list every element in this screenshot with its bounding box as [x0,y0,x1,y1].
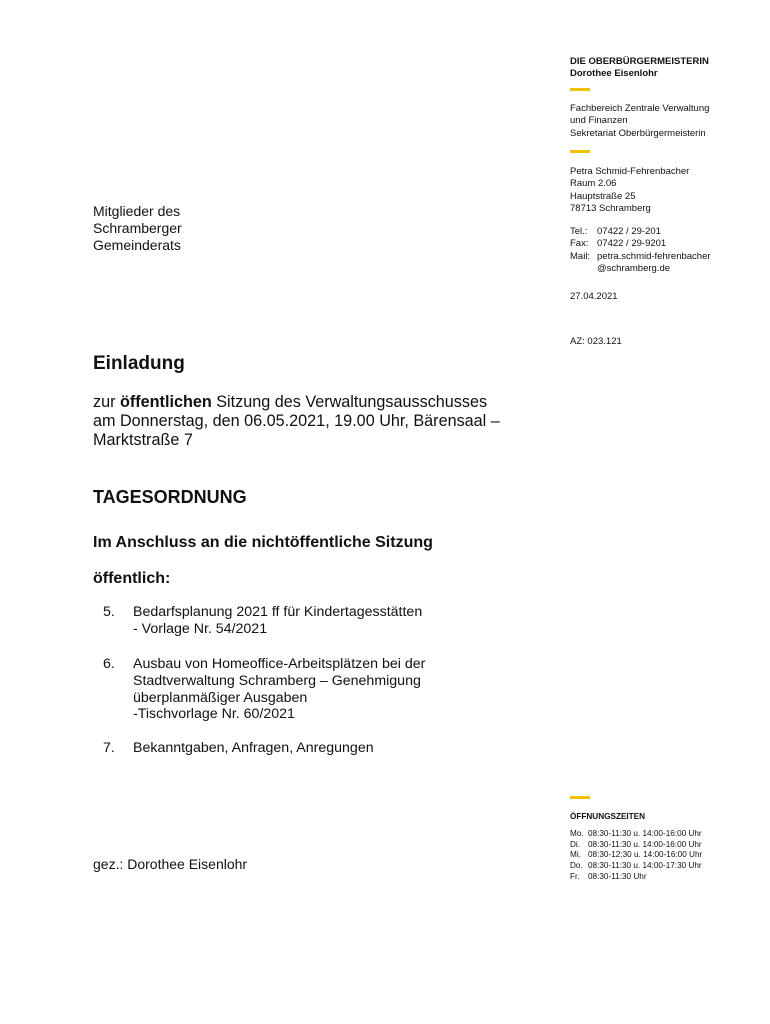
invitation-line-2: am Donnerstag, den 06.05.2021, 19.00 Uhr, Bärensaal – [93,412,500,430]
opening-hours-row [570,850,702,861]
agenda-item-line: - Vorlage Nr. 54/2021 [133,620,268,637]
opening-hours-row [570,872,702,883]
opening-hours-day: Di. [570,839,581,849]
invitation-line-1 [93,393,573,412]
agenda-subheading: Im Anschluss an die nichtöffentliche Sitzung [93,534,433,551]
sender-block [570,56,709,81]
department-line: Fachbereich Zentrale Verwaltung [570,103,710,114]
agenda-item-line: -Tischvorlage Nr. 60/2021 [133,706,295,723]
document-title: Einladung [93,353,185,374]
accent-bar [570,150,590,153]
contact-city: 78713 Schramberg [570,202,651,214]
contact-name: Petra Schmid-Fehrenbacher [570,166,690,177]
recipient-line: Mitglieder des [93,203,181,219]
accent-bar [570,796,590,799]
opening-hours-day: Mi. [570,850,581,860]
invitation-rest: Sitzung des Verwaltungsausschusses [216,393,488,411]
section-label: öffentlich: [93,570,171,587]
agenda-item-line: Bedarfsplanung 2021 ff für Kindertagesstätten [133,604,423,620]
accent-bar [570,88,590,91]
contact-room: Raum 2.06 [570,178,617,190]
invitation-text [93,393,573,450]
opening-hours-title: ÖFFNUNGSZEITEN [570,812,646,821]
department-line: und Finanzen [570,115,628,127]
opening-hours-day: Do. [570,861,583,871]
opening-hours [570,812,702,883]
agenda-item-number: 5. [103,604,115,620]
signature-line: gez.: Dorothee Eisenlohr [93,856,248,872]
agenda-item [103,740,374,757]
fax-label: Fax: [570,238,589,250]
opening-hours-row [570,861,702,872]
agenda-item-number: 6. [103,656,115,672]
fax-value: 07422 / 29-9201 [597,238,667,250]
contact-street: Hauptstraße 25 [570,190,636,202]
agenda-item-line: Ausbau von Homeoffice-Arbeitsplätzen bei der [133,656,426,672]
contact-block [570,166,689,215]
invitation-emphasis: öffentlichen [120,393,212,411]
agenda-item-text [133,740,374,757]
contact-numbers [570,226,711,275]
agenda-item-line: Stadtverwaltung Schramberg – Genehmigung [133,672,421,689]
opening-hours-time: 08:30-11:30 u. 14:00-17:30 Uhr [588,861,702,871]
recipient-line: Gemeinderats [93,237,181,253]
mail-row-continued [570,263,711,275]
recipient-address [93,203,182,254]
agenda-item [103,604,422,638]
reference-number: AZ: 023.121 [570,336,622,347]
agenda-heading: TAGESORDNUNG [93,487,247,507]
agenda-item-line: Bekanntgaben, Anfragen, Anregungen [133,740,374,756]
opening-hours-row [570,829,702,840]
tel-row [570,226,711,238]
department-block [570,103,709,140]
office-title: DIE OBERBÜRGERMEISTERIN [570,56,709,67]
opening-hours-time: 08:30-11:30 Uhr [588,871,647,881]
opening-hours-day: Fr. [570,871,580,881]
opening-hours-row [570,840,702,851]
opening-hours-time: 08:30-11:30 u. 14:00-16:00 Uhr [588,828,702,838]
agenda-item-text [133,656,425,723]
department-line: Sekretariat Oberbürgermeisterin [570,127,706,139]
mail-label: Mail: [570,250,591,262]
opening-hours-time: 08:30-11:30 u. 14:00-16:00 Uhr [588,839,702,849]
mail-value-domain[interactable]: @schramberg.de [597,262,671,274]
tel-value: 07422 / 29-201 [597,226,661,237]
opening-hours-day: Mo. [570,828,584,838]
invitation-prefix: zur [93,393,116,411]
invitation-line-3: Marktstraße 7 [93,431,193,449]
agenda-item-number: 7. [103,740,115,756]
mail-row [570,251,711,263]
tel-label: Tel.: [570,226,588,237]
mayor-name: Dorothee Eisenlohr [570,68,658,80]
agenda-item-text [133,604,422,638]
agenda-item-line: überplanmäßiger Ausgaben [133,689,308,706]
recipient-line: Schramberger [93,220,182,236]
letter-date: 27.04.2021 [570,291,618,302]
agenda-item [103,656,425,723]
opening-hours-time: 08:30-12:30 u. 14:00-16:00 Uhr [588,850,703,860]
mail-value[interactable]: petra.schmid-fehrenbacher [597,250,711,262]
fax-row [570,238,711,250]
